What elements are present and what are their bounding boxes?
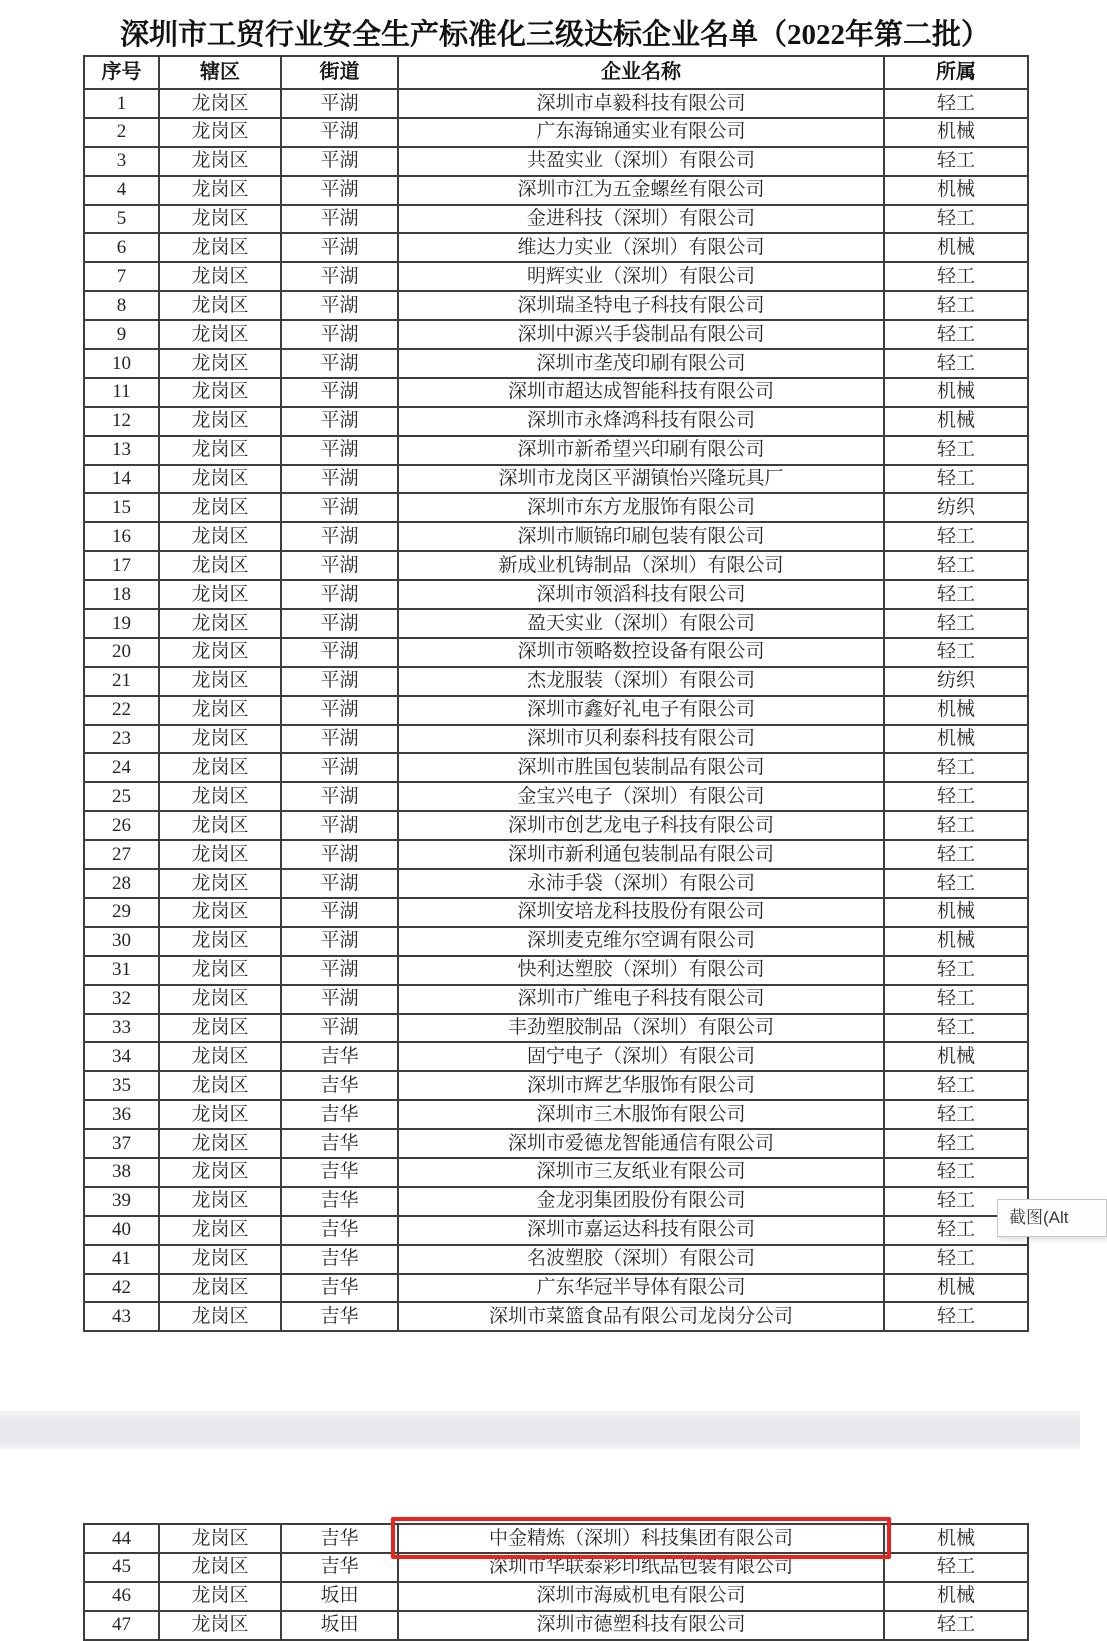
cell-district: 龙岗区 bbox=[159, 1129, 281, 1158]
cell-index: 6 bbox=[84, 233, 159, 262]
cell-category: 轻工 bbox=[884, 1302, 1028, 1331]
cell-district: 龙岗区 bbox=[159, 985, 281, 1014]
table-row bbox=[84, 205, 1028, 234]
cell-street: 平湖 bbox=[281, 725, 398, 754]
cell-district: 龙岗区 bbox=[159, 1100, 281, 1129]
cell-street: 平湖 bbox=[281, 898, 398, 927]
table-row bbox=[84, 1553, 1028, 1582]
cell-company: 深圳市顺锦印刷包装有限公司 bbox=[398, 522, 884, 551]
cell-index: 31 bbox=[84, 956, 159, 985]
cell-company: 金宝兴电子（深圳）有限公司 bbox=[398, 782, 884, 811]
cell-street: 平湖 bbox=[281, 118, 398, 147]
cell-category: 机械 bbox=[884, 233, 1028, 262]
cell-index: 22 bbox=[84, 696, 159, 725]
cell-index: 26 bbox=[84, 811, 159, 840]
cell-district: 龙岗区 bbox=[159, 1524, 281, 1553]
cell-index: 37 bbox=[84, 1129, 159, 1158]
cell-company: 维达力实业（深圳）有限公司 bbox=[398, 233, 884, 262]
table-row bbox=[84, 580, 1028, 609]
cell-district: 龙岗区 bbox=[159, 1553, 281, 1582]
cell-category: 轻工 bbox=[884, 580, 1028, 609]
cell-street: 平湖 bbox=[281, 696, 398, 725]
cell-company: 深圳中源兴手袋制品有限公司 bbox=[398, 320, 884, 349]
cell-index: 5 bbox=[84, 205, 159, 234]
table-row bbox=[84, 869, 1028, 898]
cell-index: 20 bbox=[84, 638, 159, 667]
cell-category: 轻工 bbox=[884, 436, 1028, 465]
cell-index: 25 bbox=[84, 782, 159, 811]
cell-category: 轻工 bbox=[884, 985, 1028, 1014]
cell-street: 吉华 bbox=[281, 1042, 398, 1071]
table-row bbox=[84, 1158, 1028, 1187]
cell-street: 平湖 bbox=[281, 811, 398, 840]
cell-company: 名波塑胶（深圳）有限公司 bbox=[398, 1245, 884, 1274]
cell-index: 42 bbox=[84, 1274, 159, 1303]
cell-company: 金龙羽集团股份有限公司 bbox=[398, 1187, 884, 1216]
cell-index: 12 bbox=[84, 407, 159, 436]
cell-category: 轻工 bbox=[884, 1014, 1028, 1043]
cell-company: 深圳市胜国包装制品有限公司 bbox=[398, 753, 884, 782]
cell-company: 深圳市三友纸业有限公司 bbox=[398, 1158, 884, 1187]
cell-company: 深圳市卓毅科技有限公司 bbox=[398, 89, 884, 118]
cell-index: 16 bbox=[84, 522, 159, 551]
cell-street: 平湖 bbox=[281, 320, 398, 349]
cell-index: 10 bbox=[84, 349, 159, 378]
table-row bbox=[84, 1014, 1028, 1043]
cell-category: 轻工 bbox=[884, 1158, 1028, 1187]
table-row bbox=[84, 840, 1028, 869]
cell-district: 龙岗区 bbox=[159, 1216, 281, 1245]
cell-company: 中金精炼（深圳）科技集团有限公司 bbox=[398, 1524, 884, 1553]
cell-category: 轻工 bbox=[884, 320, 1028, 349]
cell-index: 40 bbox=[84, 1216, 159, 1245]
table-row bbox=[84, 927, 1028, 956]
table-row bbox=[84, 811, 1028, 840]
cell-category: 轻工 bbox=[884, 782, 1028, 811]
cell-index: 18 bbox=[84, 580, 159, 609]
cell-district: 龙岗区 bbox=[159, 1014, 281, 1043]
cell-index: 27 bbox=[84, 840, 159, 869]
cell-category: 机械 bbox=[884, 1274, 1028, 1303]
cell-index: 30 bbox=[84, 927, 159, 956]
table-row bbox=[84, 1042, 1028, 1071]
screenshot-tooltip[interactable]: 截图(Alt bbox=[997, 1199, 1107, 1237]
cell-category: 机械 bbox=[884, 696, 1028, 725]
cell-index: 39 bbox=[84, 1187, 159, 1216]
cell-street: 平湖 bbox=[281, 407, 398, 436]
cell-district: 龙岗区 bbox=[159, 725, 281, 754]
cell-company: 广东海锦通实业有限公司 bbox=[398, 118, 884, 147]
cell-street: 吉华 bbox=[281, 1302, 398, 1331]
cell-index: 8 bbox=[84, 291, 159, 320]
table-row bbox=[84, 436, 1028, 465]
cell-district: 龙岗区 bbox=[159, 1187, 281, 1216]
cell-district: 龙岗区 bbox=[159, 609, 281, 638]
table-row bbox=[84, 638, 1028, 667]
cell-category: 轻工 bbox=[884, 811, 1028, 840]
cell-company: 深圳市广维电子科技有限公司 bbox=[398, 985, 884, 1014]
cell-district: 龙岗区 bbox=[159, 291, 281, 320]
cell-category: 轻工 bbox=[884, 291, 1028, 320]
cell-street: 平湖 bbox=[281, 956, 398, 985]
cell-district: 龙岗区 bbox=[159, 147, 281, 176]
cell-district: 龙岗区 bbox=[159, 551, 281, 580]
cell-category: 机械 bbox=[884, 725, 1028, 754]
cell-company: 广东华冠半导体有限公司 bbox=[398, 1274, 884, 1303]
cell-company: 快利达塑胶（深圳）有限公司 bbox=[398, 956, 884, 985]
cell-index: 33 bbox=[84, 1014, 159, 1043]
cell-category: 轻工 bbox=[884, 1245, 1028, 1274]
cell-district: 龙岗区 bbox=[159, 522, 281, 551]
cell-index: 7 bbox=[84, 262, 159, 291]
table-row bbox=[84, 898, 1028, 927]
cell-street: 平湖 bbox=[281, 522, 398, 551]
cell-index: 24 bbox=[84, 753, 159, 782]
cell-company: 深圳市爱德龙智能通信有限公司 bbox=[398, 1129, 884, 1158]
cell-district: 龙岗区 bbox=[159, 1071, 281, 1100]
cell-district: 龙岗区 bbox=[159, 205, 281, 234]
cell-company: 深圳市辉艺华服饰有限公司 bbox=[398, 1071, 884, 1100]
cell-street: 平湖 bbox=[281, 147, 398, 176]
cell-street: 平湖 bbox=[281, 89, 398, 118]
cell-index: 38 bbox=[84, 1158, 159, 1187]
table-row bbox=[84, 956, 1028, 985]
cell-index: 35 bbox=[84, 1071, 159, 1100]
cell-district: 龙岗区 bbox=[159, 233, 281, 262]
cell-company: 深圳市领略数控设备有限公司 bbox=[398, 638, 884, 667]
cell-street: 坂田 bbox=[281, 1611, 398, 1640]
cell-category: 轻工 bbox=[884, 89, 1028, 118]
companies-table-page2 bbox=[83, 1523, 1029, 1641]
cell-index: 29 bbox=[84, 898, 159, 927]
cell-street: 平湖 bbox=[281, 782, 398, 811]
cell-index: 3 bbox=[84, 147, 159, 176]
cell-district: 龙岗区 bbox=[159, 811, 281, 840]
cell-company: 金进科技（深圳）有限公司 bbox=[398, 205, 884, 234]
cell-street: 平湖 bbox=[281, 927, 398, 956]
cell-category: 轻工 bbox=[884, 840, 1028, 869]
cell-district: 龙岗区 bbox=[159, 349, 281, 378]
cell-district: 龙岗区 bbox=[159, 436, 281, 465]
cell-district: 龙岗区 bbox=[159, 580, 281, 609]
cell-district: 龙岗区 bbox=[159, 638, 281, 667]
table-row bbox=[84, 667, 1028, 696]
table-row bbox=[84, 1611, 1028, 1640]
cell-category: 轻工 bbox=[884, 1553, 1028, 1582]
cell-company: 共盈实业（深圳）有限公司 bbox=[398, 147, 884, 176]
cell-district: 龙岗区 bbox=[159, 869, 281, 898]
cell-street: 吉华 bbox=[281, 1274, 398, 1303]
cell-street: 平湖 bbox=[281, 465, 398, 494]
table-row bbox=[84, 291, 1028, 320]
cell-district: 龙岗区 bbox=[159, 898, 281, 927]
cell-category: 机械 bbox=[884, 1524, 1028, 1553]
table-row bbox=[84, 1524, 1028, 1553]
cell-company: 深圳市海威机电有限公司 bbox=[398, 1582, 884, 1611]
cell-district: 龙岗区 bbox=[159, 1582, 281, 1611]
table-row bbox=[84, 89, 1028, 118]
cell-category: 机械 bbox=[884, 1042, 1028, 1071]
cell-street: 吉华 bbox=[281, 1071, 398, 1100]
cell-category: 机械 bbox=[884, 898, 1028, 927]
cell-category: 机械 bbox=[884, 378, 1028, 407]
cell-index: 46 bbox=[84, 1582, 159, 1611]
cell-street: 平湖 bbox=[281, 753, 398, 782]
cell-category: 轻工 bbox=[884, 1129, 1028, 1158]
cell-index: 47 bbox=[84, 1611, 159, 1640]
table-row bbox=[84, 551, 1028, 580]
table-row bbox=[84, 407, 1028, 436]
cell-street: 平湖 bbox=[281, 840, 398, 869]
cell-street: 吉华 bbox=[281, 1245, 398, 1274]
cell-street: 平湖 bbox=[281, 436, 398, 465]
cell-index: 34 bbox=[84, 1042, 159, 1071]
cell-company: 杰龙服装（深圳）有限公司 bbox=[398, 667, 884, 696]
cell-company: 深圳市东方龙服饰有限公司 bbox=[398, 493, 884, 522]
cell-company: 明辉实业（深圳）有限公司 bbox=[398, 262, 884, 291]
cell-district: 龙岗区 bbox=[159, 407, 281, 436]
table-row bbox=[84, 118, 1028, 147]
table-row bbox=[84, 320, 1028, 349]
table-row bbox=[84, 262, 1028, 291]
cell-street: 吉华 bbox=[281, 1100, 398, 1129]
cell-street: 吉华 bbox=[281, 1524, 398, 1553]
table-row bbox=[84, 1129, 1028, 1158]
cell-category: 轻工 bbox=[884, 349, 1028, 378]
cell-district: 龙岗区 bbox=[159, 1274, 281, 1303]
cell-company: 盈天实业（深圳）有限公司 bbox=[398, 609, 884, 638]
cell-district: 龙岗区 bbox=[159, 1611, 281, 1640]
cell-company: 深圳市龙岗区平湖镇怡兴隆玩具厂 bbox=[398, 465, 884, 494]
cell-company: 深圳市超达成智能科技有限公司 bbox=[398, 378, 884, 407]
cell-district: 龙岗区 bbox=[159, 118, 281, 147]
cell-company: 深圳市德塑科技有限公司 bbox=[398, 1611, 884, 1640]
cell-category: 轻工 bbox=[884, 522, 1028, 551]
cell-category: 纺织 bbox=[884, 493, 1028, 522]
cell-street: 平湖 bbox=[281, 493, 398, 522]
cell-company: 深圳市新希望兴印刷有限公司 bbox=[398, 436, 884, 465]
cell-street: 平湖 bbox=[281, 551, 398, 580]
cell-street: 平湖 bbox=[281, 869, 398, 898]
cell-company: 深圳市华联泰彩印纸品包装有限公司 bbox=[398, 1553, 884, 1582]
cell-company: 固宁电子（深圳）有限公司 bbox=[398, 1042, 884, 1071]
cell-category: 纺织 bbox=[884, 667, 1028, 696]
cell-company: 深圳安培龙科技股份有限公司 bbox=[398, 898, 884, 927]
cell-category: 轻工 bbox=[884, 956, 1028, 985]
cell-company: 深圳市菜篮食品有限公司龙岗分公司 bbox=[398, 1302, 884, 1331]
cell-category: 机械 bbox=[884, 118, 1028, 147]
cell-category: 机械 bbox=[884, 1582, 1028, 1611]
cell-district: 龙岗区 bbox=[159, 667, 281, 696]
table-row bbox=[84, 349, 1028, 378]
table-row bbox=[84, 233, 1028, 262]
cell-category: 轻工 bbox=[884, 147, 1028, 176]
cell-category: 轻工 bbox=[884, 1187, 1028, 1216]
table-row bbox=[84, 176, 1028, 205]
cell-street: 平湖 bbox=[281, 609, 398, 638]
cell-company: 深圳市贝利泰科技有限公司 bbox=[398, 725, 884, 754]
table-row bbox=[84, 522, 1028, 551]
cell-category: 机械 bbox=[884, 927, 1028, 956]
column-header-index: 序号 bbox=[84, 56, 159, 89]
cell-district: 龙岗区 bbox=[159, 753, 281, 782]
cell-category: 轻工 bbox=[884, 753, 1028, 782]
page-separator bbox=[0, 1411, 1080, 1449]
table-row bbox=[84, 465, 1028, 494]
cell-street: 平湖 bbox=[281, 262, 398, 291]
table-row bbox=[84, 1302, 1028, 1331]
table-row bbox=[84, 1582, 1028, 1611]
cell-street: 平湖 bbox=[281, 667, 398, 696]
cell-district: 龙岗区 bbox=[159, 320, 281, 349]
cell-street: 吉华 bbox=[281, 1158, 398, 1187]
cell-index: 2 bbox=[84, 118, 159, 147]
cell-company: 深圳市鑫好礼电子有限公司 bbox=[398, 696, 884, 725]
cell-street: 平湖 bbox=[281, 233, 398, 262]
cell-category: 机械 bbox=[884, 407, 1028, 436]
table-row bbox=[84, 782, 1028, 811]
companies-table-page1 bbox=[83, 55, 1029, 1332]
cell-street: 平湖 bbox=[281, 580, 398, 609]
table-row bbox=[84, 1274, 1028, 1303]
cell-district: 龙岗区 bbox=[159, 696, 281, 725]
table-row bbox=[84, 493, 1028, 522]
cell-company: 深圳市新利通包装制品有限公司 bbox=[398, 840, 884, 869]
cell-street: 平湖 bbox=[281, 291, 398, 320]
cell-district: 龙岗区 bbox=[159, 840, 281, 869]
cell-company: 新成业机铸制品（深圳）有限公司 bbox=[398, 551, 884, 580]
cell-district: 龙岗区 bbox=[159, 465, 281, 494]
table-row bbox=[84, 1216, 1028, 1245]
cell-district: 龙岗区 bbox=[159, 956, 281, 985]
cell-district: 龙岗区 bbox=[159, 89, 281, 118]
table-row bbox=[84, 609, 1028, 638]
table-row bbox=[84, 696, 1028, 725]
cell-company: 深圳市垄茂印刷有限公司 bbox=[398, 349, 884, 378]
cell-company: 深圳市江为五金螺丝有限公司 bbox=[398, 176, 884, 205]
cell-street: 吉华 bbox=[281, 1129, 398, 1158]
cell-index: 14 bbox=[84, 465, 159, 494]
table-header-row bbox=[84, 56, 1028, 89]
cell-street: 坂田 bbox=[281, 1582, 398, 1611]
cell-district: 龙岗区 bbox=[159, 493, 281, 522]
cell-district: 龙岗区 bbox=[159, 927, 281, 956]
cell-index: 41 bbox=[84, 1245, 159, 1274]
cell-company: 永沛手袋（深圳）有限公司 bbox=[398, 869, 884, 898]
cell-company: 丰劲塑胶制品（深圳）有限公司 bbox=[398, 1014, 884, 1043]
cell-category: 轻工 bbox=[884, 205, 1028, 234]
cell-company: 深圳市领滔科技有限公司 bbox=[398, 580, 884, 609]
cell-company: 深圳麦克维尔空调有限公司 bbox=[398, 927, 884, 956]
table-row bbox=[84, 753, 1028, 782]
cell-company: 深圳市永烽鸿科技有限公司 bbox=[398, 407, 884, 436]
cell-category: 机械 bbox=[884, 176, 1028, 205]
cell-district: 龙岗区 bbox=[159, 1302, 281, 1331]
cell-index: 9 bbox=[84, 320, 159, 349]
table-row bbox=[84, 147, 1028, 176]
cell-category: 轻工 bbox=[884, 638, 1028, 667]
table-row bbox=[84, 378, 1028, 407]
cell-street: 吉华 bbox=[281, 1187, 398, 1216]
cell-street: 平湖 bbox=[281, 378, 398, 407]
cell-district: 龙岗区 bbox=[159, 1245, 281, 1274]
table-row bbox=[84, 1071, 1028, 1100]
cell-company: 深圳市创艺龙电子科技有限公司 bbox=[398, 811, 884, 840]
cell-category: 轻工 bbox=[884, 1216, 1028, 1245]
cell-index: 21 bbox=[84, 667, 159, 696]
cell-category: 轻工 bbox=[884, 869, 1028, 898]
cell-index: 15 bbox=[84, 493, 159, 522]
cell-district: 龙岗区 bbox=[159, 1042, 281, 1071]
cell-category: 轻工 bbox=[884, 1071, 1028, 1100]
cell-index: 1 bbox=[84, 89, 159, 118]
cell-district: 龙岗区 bbox=[159, 1158, 281, 1187]
cell-index: 44 bbox=[84, 1524, 159, 1553]
cell-company: 深圳瑞圣特电子科技有限公司 bbox=[398, 291, 884, 320]
cell-index: 36 bbox=[84, 1100, 159, 1129]
column-header-company: 企业名称 bbox=[398, 56, 884, 89]
cell-index: 17 bbox=[84, 551, 159, 580]
column-header-street: 街道 bbox=[281, 56, 398, 89]
cell-index: 32 bbox=[84, 985, 159, 1014]
cell-district: 龙岗区 bbox=[159, 782, 281, 811]
cell-street: 吉华 bbox=[281, 1216, 398, 1245]
cell-street: 平湖 bbox=[281, 349, 398, 378]
cell-category: 轻工 bbox=[884, 465, 1028, 494]
cell-category: 轻工 bbox=[884, 1100, 1028, 1129]
cell-index: 11 bbox=[84, 378, 159, 407]
cell-street: 平湖 bbox=[281, 205, 398, 234]
cell-category: 轻工 bbox=[884, 551, 1028, 580]
cell-street: 平湖 bbox=[281, 1014, 398, 1043]
cell-street: 平湖 bbox=[281, 638, 398, 667]
cell-index: 4 bbox=[84, 176, 159, 205]
cell-index: 19 bbox=[84, 609, 159, 638]
cell-company: 深圳市嘉运达科技有限公司 bbox=[398, 1216, 884, 1245]
cell-company: 深圳市三木服饰有限公司 bbox=[398, 1100, 884, 1129]
cell-index: 23 bbox=[84, 725, 159, 754]
table-row bbox=[84, 985, 1028, 1014]
column-header-district: 辖区 bbox=[159, 56, 281, 89]
cell-index: 13 bbox=[84, 436, 159, 465]
cell-category: 轻工 bbox=[884, 262, 1028, 291]
cell-category: 轻工 bbox=[884, 609, 1028, 638]
table-row bbox=[84, 1187, 1028, 1216]
cell-street: 吉华 bbox=[281, 1553, 398, 1582]
cell-index: 43 bbox=[84, 1302, 159, 1331]
cell-index: 45 bbox=[84, 1553, 159, 1582]
cell-street: 平湖 bbox=[281, 985, 398, 1014]
cell-street: 平湖 bbox=[281, 176, 398, 205]
cell-category: 轻工 bbox=[884, 1611, 1028, 1640]
cell-district: 龙岗区 bbox=[159, 262, 281, 291]
table-row bbox=[84, 725, 1028, 754]
cell-index: 28 bbox=[84, 869, 159, 898]
cell-district: 龙岗区 bbox=[159, 378, 281, 407]
table-row bbox=[84, 1100, 1028, 1129]
table-row bbox=[84, 1245, 1028, 1274]
page-title: 深圳市工贸行业安全生产标准化三级达标企业名单（2022年第二批） bbox=[119, 19, 990, 51]
column-header-category: 所属 bbox=[884, 56, 1028, 89]
cell-district: 龙岗区 bbox=[159, 176, 281, 205]
